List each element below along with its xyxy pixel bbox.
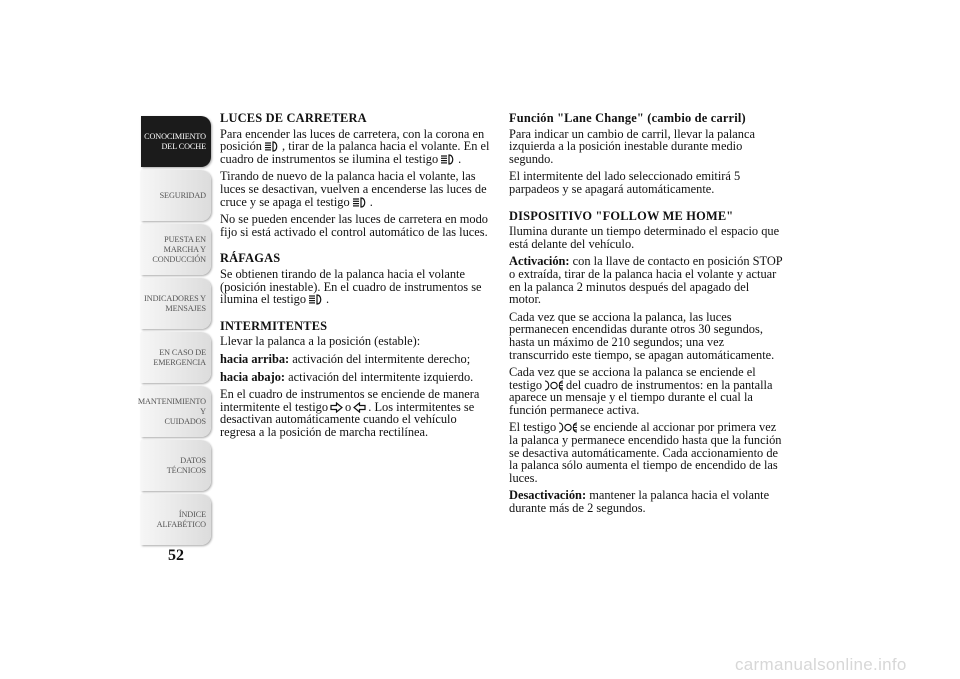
paragraph-intermitentes-2: En el cuadro de instrumentos se enciende de manera intermitente el testigo o . Los intermitentes se desactivan automáticamente cuando el vehículo regresa a la posición de marcha rectilínea. — [220, 387, 480, 439]
right-column — [509, 112, 784, 520]
sidebar-tab-5[interactable] — [141, 332, 211, 383]
paragraph-activacion: Activación: con la llave de contacto en posición STOP o extraída, tirar de la palanca hacia el volante y actuar en la palanca 2 minutos después del apagado del motor. — [509, 254, 783, 307]
watermark: carmanualsonline.info — [735, 655, 907, 674]
paragraph-hacia-abajo: hacia abajo: activación del intermitente izquierdo. — [220, 369, 474, 384]
sidebar-tab-label: EN CASO DE EMERGENCIA — [153, 347, 206, 367]
heading-rafagas: RÁFAGAS — [220, 251, 281, 266]
follow-me-home-icon — [544, 380, 564, 391]
sidebar-tab-label: SEGURIDAD — [159, 190, 206, 200]
paragraph-follow-4: El testigo se enciende al accionar por primera vez la palanca y permanece encendido hasta que la función se desactiva automáticamente. Cada accionamiento de la palanca sólo aumenta el tiempo de encendido de las luces. — [509, 420, 782, 485]
page-number: 52 — [168, 547, 184, 564]
sidebar-tab-label: CONOCIMIENTO DEL COCHE — [144, 131, 206, 151]
paragraph-intermitentes-1: Llevar la palanca a la posición (estable): — [220, 334, 421, 349]
sidebar-tab-label: MANTENIMIENTO Y CUIDADOS — [137, 396, 206, 426]
paragraph-desactivacion: Desactivación: mantener la palanca hacia el volante durante más de 2 segundos. — [509, 488, 770, 516]
heading-intermitentes: INTERMITENTES — [220, 318, 328, 333]
heading-follow-me-home: DISPOSITIVO "FOLLOW ME HOME" — [509, 208, 734, 223]
sidebar-tab-4[interactable] — [141, 278, 211, 329]
heading-luces-carretera: LUCES DE CARRETERA — [220, 111, 367, 125]
sidebar-tab-label: INDICADORES Y MENSAJES — [144, 293, 206, 313]
sidebar-tab-label: DATOS TÉCNICOS — [166, 455, 206, 475]
paragraph-luces-3: No se pueden encender las luces de carretera en modo fijo si está activado el control automático de las luces. — [220, 212, 488, 239]
sidebar-tab-7[interactable] — [141, 440, 211, 491]
turn-left-arrow-icon — [353, 402, 366, 413]
high-beam-icon — [264, 141, 280, 152]
sidebar-tab-1[interactable] — [141, 116, 211, 167]
paragraph-hacia-arriba: hacia arriba: activación del intermitente derecho; — [220, 351, 471, 366]
sidebar-tabs — [137, 116, 211, 548]
sidebar-tab-3[interactable] — [141, 224, 211, 275]
high-beam-icon — [352, 197, 368, 208]
paragraph-follow-1: Ilumina durante un tiempo determinado el espacio que está delante del vehículo. — [509, 224, 780, 251]
follow-me-home-icon — [558, 422, 578, 433]
paragraph-rafagas: Se obtienen tirando de la palanca hacia el volante (posición inestable). En el cuadro de instrumentos se ilumina el testigo . — [220, 266, 482, 307]
turn-right-arrow-icon — [330, 402, 343, 413]
paragraph-luces-1: Para encender las luces de carretera, con la corona en posición , tirar de la palanca hacia el volante. En el cuadro de instrumentos se ilumina el testigo . — [220, 126, 490, 166]
sidebar-tab-2[interactable] — [141, 170, 211, 221]
sidebar-tab-6[interactable] — [137, 386, 211, 437]
paragraph-lane-1: Para indicar un cambio de carril, llevar la palanca izquierda a la posición inestable durante medio segundo. — [509, 126, 755, 166]
paragraph-follow-3: Cada vez que se acciona la palanca se enciende el testigo del cuadro de instrumentos: en la pantalla aparece un mensaje y el tiempo durante el cual la función permanece activa. — [509, 365, 773, 417]
left-column — [220, 112, 495, 443]
paragraph-follow-2: Cada vez que se acciona la palanca, las luces permanecen encendidas durante otros 30 segundos, hasta un máximo de 210 segundos; una vez transcurrido este tiempo, se apagan automáticamente. — [509, 309, 775, 362]
high-beam-icon — [308, 294, 324, 305]
heading-lane-change: Función "Lane Change" (cambio de carril) — [509, 111, 746, 125]
sidebar-tab-label: PUESTA EN MARCHA Y CONDUCCIÓN — [152, 234, 206, 264]
paragraph-luces-2: Tirando de nuevo de la palanca hacia el volante, las luces se desactivan, vuelven a encenderse las luces de cruce y se apaga el testigo . — [220, 169, 487, 209]
sidebar-tab-label: ÍNDICE ALFABÉTICO — [156, 509, 206, 529]
paragraph-lane-2: El intermitente del lado seleccionado emitirá 5 parpadeos y se apagará automáticamente. — [509, 169, 741, 196]
high-beam-icon — [440, 154, 456, 165]
sidebar-tab-8[interactable] — [141, 494, 211, 545]
